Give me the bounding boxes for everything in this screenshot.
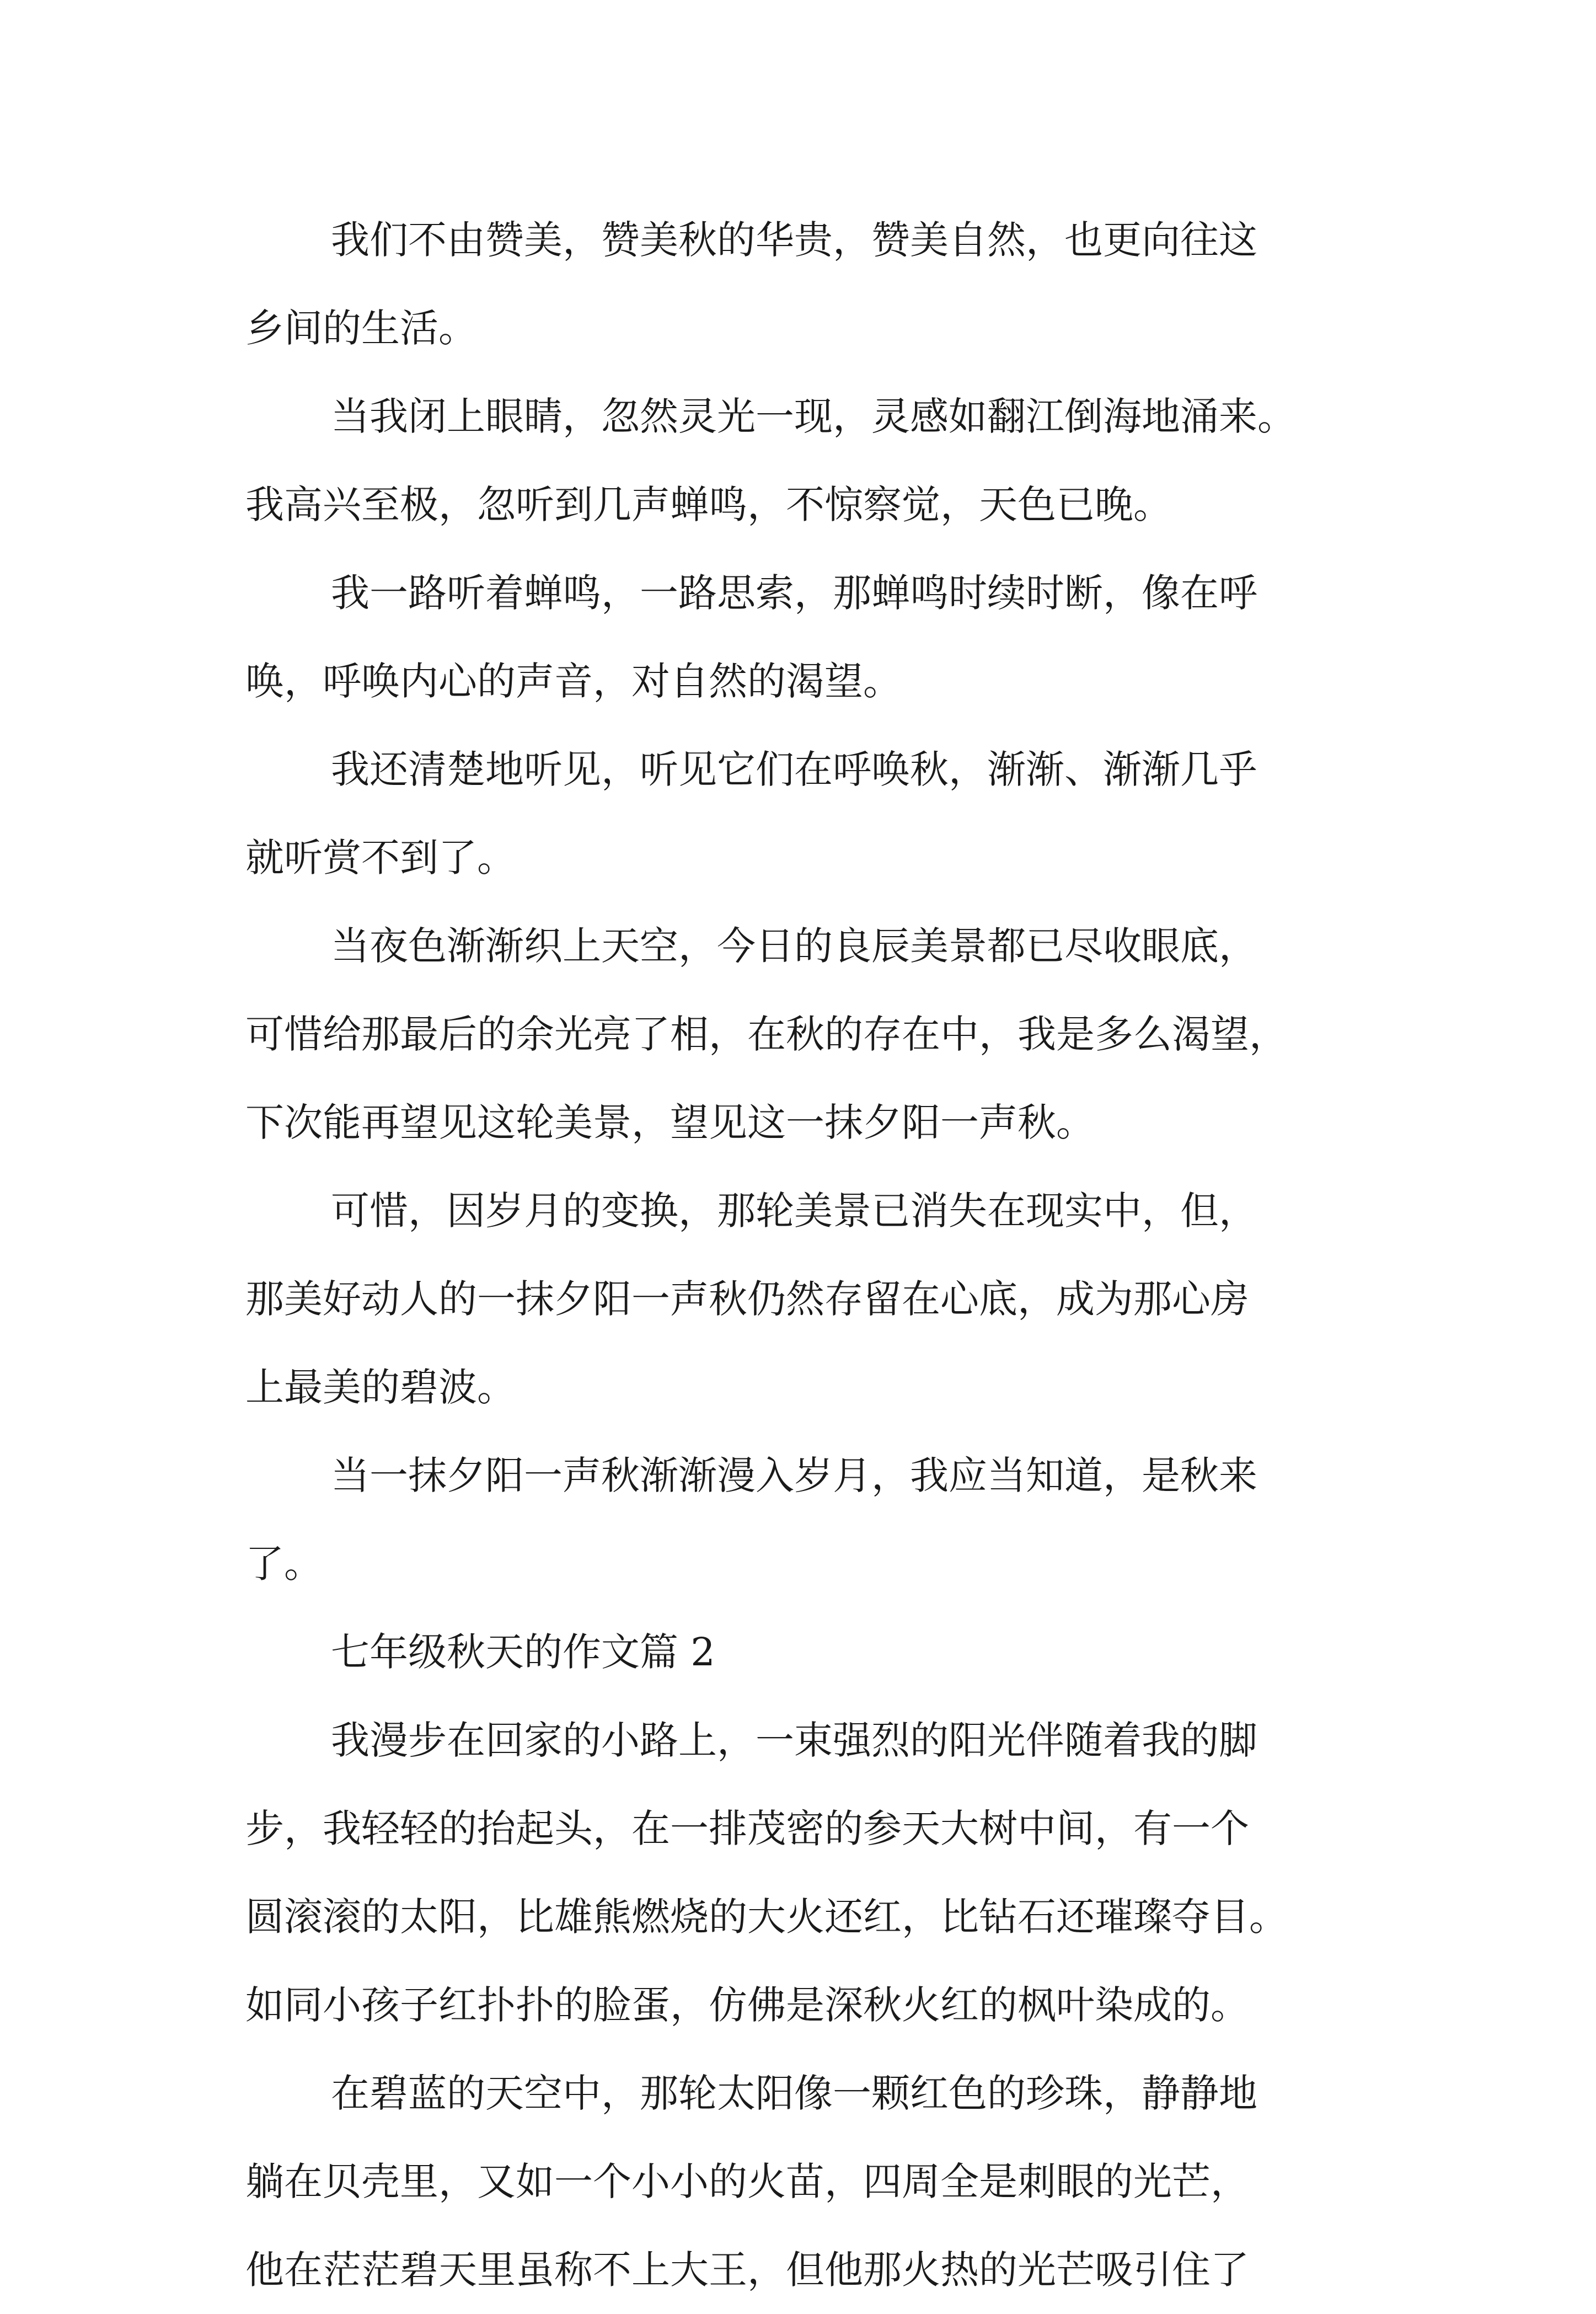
paragraph-line: 我漫步在回家的小路上，一束强烈的阳光伴随着我的脚: [331, 1718, 1257, 1763]
section-heading: 七年级秋天的作文篇 2: [331, 1629, 715, 1675]
paragraph-line: 下次能再望见这轮美景，望见这一抹夕阳一声秋。: [245, 1100, 1095, 1145]
paragraph-line: 在碧蓝的天空中，那轮太阳像一颗红色的珍珠，静静地: [331, 2071, 1257, 2116]
paragraph-line: 我一路听着蝉鸣，一路思索，那蝉鸣时续时断，像在呼: [331, 570, 1257, 616]
paragraph-line: 我们不由赞美，赞美秋的华贵，赞美自然，也更向往这: [331, 217, 1257, 263]
paragraph-line: 上最美的碧波。: [245, 1365, 516, 1410]
paragraph-line: 我还清楚地听见，听见它们在呼唤秋，渐渐、渐渐几乎: [331, 747, 1257, 792]
paragraph-line: 他在茫茫碧天里虽称不上大王，但他那火热的光芒吸引住了: [245, 2247, 1249, 2292]
paragraph-line: 可惜，因岁月的变换，那轮美景已消失在现实中，但，: [331, 1188, 1257, 1233]
paragraph-line: 当我闭上眼睛，忽然灵光一现，灵感如翻江倒海地涌来。: [331, 394, 1296, 439]
paragraph-line: 我高兴至极，忽听到几声蝉鸣，不惊察觉，天色已晚。: [245, 482, 1172, 527]
paragraph-line: 唤，呼唤内心的声音，对自然的渴望。: [245, 659, 902, 704]
paragraph-line: 当夜色渐渐织上天空，今日的良辰美景都已尽收眼底，: [331, 923, 1257, 969]
document-page: [245, 196, 1365, 2314]
paragraph-line: 当一抹夕阳一声秋渐渐漫入岁月，我应当知道，是秋来: [331, 1453, 1257, 1498]
paragraph-line: 那美好动人的一抹夕阳一声秋仍然存留在心底，成为那心房: [245, 1276, 1249, 1322]
paragraph-line: 就听赏不到了。: [245, 835, 516, 880]
paragraph-line: 躺在贝壳里，又如一个小小的火苗，四周全是刺眼的光芒，: [245, 2159, 1249, 2204]
paragraph-line: 圆滚滚的太阳，比雄熊燃烧的大火还红，比钻石还璀璨夺目。: [245, 1894, 1288, 1939]
paragraph-line: 乡间的生活。: [245, 306, 477, 351]
paragraph-line: 可惜给那最后的余光亮了相，在秋的存在中，我是多么渴望，: [245, 1012, 1288, 1057]
paragraph-line: 了。: [245, 1541, 323, 1586]
paragraph-line: 步，我轻轻的抬起头，在一排茂密的参天大树中间，有一个: [245, 1806, 1249, 1851]
paragraph-line: 如同小孩子红扑扑的脸蛋，仿佛是深秋火红的枫叶染成的。: [245, 1982, 1249, 2028]
